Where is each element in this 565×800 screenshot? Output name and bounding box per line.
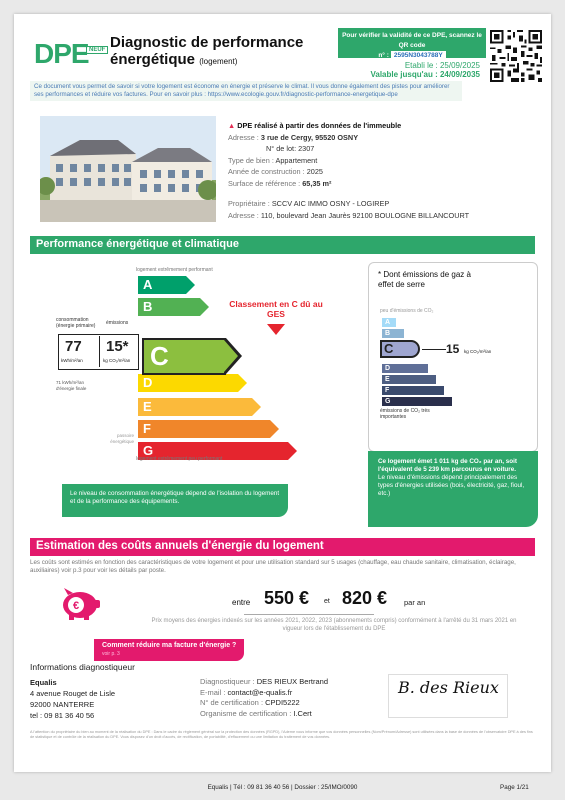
dpe-number-row bbox=[338, 51, 486, 61]
ges-class-e: E bbox=[382, 375, 436, 384]
owner-address-row bbox=[228, 210, 538, 222]
energy-explanation: Le niveau de consommation énergétique dépend de l'isolation du logement et de la performance des équipements. bbox=[62, 484, 288, 517]
cost-divider bbox=[244, 614, 374, 615]
section-costs-title: Estimation des coûts annuels d'énergie du logement bbox=[30, 538, 535, 556]
ges-value: 15 bbox=[446, 342, 460, 356]
ges-class-f: F bbox=[382, 386, 444, 395]
energy-scale-top-label: logement extrêmement performant bbox=[136, 267, 213, 273]
ges-note-bold: Ce logement émet 1 011 kg de CO₂ par an, soit l'équivalent de 5 239 km parcourus en voiture. bbox=[378, 458, 517, 473]
title-line1: Diagnostic de performance bbox=[110, 34, 304, 51]
ges-class-g: G bbox=[382, 397, 452, 406]
piggy-bank-euro-icon bbox=[56, 587, 102, 621]
warning-icon: ▲ bbox=[228, 121, 236, 130]
building-illustration-icon bbox=[40, 116, 216, 222]
dpe-number[interactable]: 2595N3043788Y bbox=[391, 51, 446, 61]
owner-label: Propriétaire : bbox=[228, 199, 270, 208]
type-value: Appartement bbox=[275, 155, 318, 165]
cost-entre: entre bbox=[232, 598, 251, 607]
svg-text:€: € bbox=[72, 600, 80, 612]
cost-et: et bbox=[324, 598, 330, 605]
ges-pointer-line bbox=[422, 349, 446, 350]
dpe-number-prefix: n° : bbox=[378, 52, 389, 59]
title-line2 bbox=[110, 51, 303, 70]
year-value: 2025 bbox=[306, 167, 323, 176]
property-info bbox=[228, 120, 538, 221]
energy-class-a: A bbox=[138, 276, 186, 294]
emis-unit: kg CO₂/m²/an bbox=[103, 358, 131, 363]
valable-date: Valable jusqu'au : 24/09/2035 bbox=[370, 70, 480, 79]
company-address2: 92000 NANTERRE bbox=[30, 700, 95, 709]
reduce-bill-page: voir p. 3 bbox=[102, 651, 120, 657]
cert-label: N° de certification : bbox=[200, 698, 264, 707]
energy-class-f: F bbox=[138, 420, 270, 438]
conso-value: 77 bbox=[65, 338, 82, 355]
company-address1: 4 avenue Rouget de Lisle bbox=[30, 689, 116, 698]
title-energetique: énergétique bbox=[110, 51, 196, 68]
ges-class-b: B bbox=[382, 329, 404, 338]
year-row bbox=[228, 166, 538, 178]
passoire-label: passoire énergétique bbox=[110, 433, 134, 444]
owner-value: SCCV AIC IMMO OSNY - LOGIREP bbox=[271, 199, 390, 208]
company-block bbox=[30, 677, 115, 721]
qr-instruction-banner bbox=[338, 28, 486, 58]
reduce-bill-label: Comment réduire ma facture d'énergie ? bbox=[102, 642, 237, 649]
energy-class-d: D bbox=[138, 374, 238, 392]
ges-current-class: C bbox=[380, 340, 420, 358]
building-photo bbox=[40, 116, 216, 222]
company-tel: tel : 09 81 36 40 56 bbox=[30, 711, 95, 720]
footer: Equalis | Tél : 09 81 36 40 56 | Dossier : 25/IMO/0090 bbox=[207, 784, 358, 791]
final-energy-note: 71 kWh/m²/an d'énergie finale bbox=[56, 380, 87, 391]
address-value: 3 rue de Cergy, 95520 OSNY bbox=[260, 132, 359, 142]
energy-class-g: G bbox=[138, 442, 288, 460]
emis-label: émissions bbox=[106, 320, 129, 326]
warning-text: DPE réalisé à partir des données de l'immeuble bbox=[237, 121, 402, 130]
owner-address-value: 110, boulevard Jean Jaurès 92100 BOULOGNE BILLANCOURT bbox=[260, 210, 470, 220]
ges-top-label: peu d'émissions de CO₂ bbox=[380, 308, 434, 314]
triangle-down-icon bbox=[267, 324, 285, 335]
price-basis-note: Prix moyens des énergies indexés sur les années 2021, 2022, 2023 (abonnements compris) conformément à l'arrêté du 31 mars 2021 en vigueur lors de l'établissement du DPE bbox=[151, 618, 517, 632]
year-label: Année de construction : bbox=[228, 167, 305, 176]
emis-value: 15* bbox=[106, 338, 129, 355]
ges-bottom-label: émissions de CO₂ très importantes bbox=[380, 408, 430, 420]
neuf-badge: NEUF bbox=[86, 46, 108, 54]
ges-class-a: A bbox=[382, 318, 396, 327]
value-separator bbox=[99, 336, 100, 367]
ges-note: Le niveau d'émissions dépend principalement des types d'énergies utilisées (bois, électricité, gaz, fioul, etc.) bbox=[378, 474, 525, 497]
energy-class-b: B bbox=[138, 298, 200, 316]
qr-code-icon[interactable] bbox=[488, 28, 544, 84]
diag-label: Diagnostiqueur : bbox=[200, 677, 255, 686]
dpe-page bbox=[14, 14, 551, 772]
owner-row bbox=[228, 198, 538, 210]
energy-current-class-marker bbox=[142, 338, 226, 375]
address-row bbox=[228, 132, 538, 144]
org-label: Organisme de certification : bbox=[200, 708, 292, 718]
conso-label: consommation (énergie primaire) bbox=[56, 317, 96, 329]
document-title bbox=[110, 34, 303, 70]
energy-current-class: C bbox=[150, 341, 169, 371]
email-link[interactable]: contact@e-qualis.fr bbox=[227, 687, 293, 697]
cert-value: CPDI5222 bbox=[265, 698, 300, 707]
cost-max: 820 € bbox=[342, 588, 388, 608]
lot-number: N° de lot: 2307 bbox=[266, 144, 315, 153]
qr-instruction: Pour vérifier la validité de ce DPE, scannez le QR code bbox=[342, 32, 482, 49]
energy-class-e: E bbox=[138, 398, 252, 416]
company-name: Equalis bbox=[30, 678, 57, 687]
ges-title: * Dont émissions de gaz à effet de serre bbox=[378, 270, 471, 289]
intro-text: Ce document vous permet de savoir si votre logement est économe en énergie et préserve le climat. Il vous donne également des pistes pour améliorer ses performances et réduire vos factures. Pour en savoir plus : https://www.ecologie.gouv.fr/diagnostic-performance-energetique-dpe bbox=[30, 81, 462, 101]
cost-min: 550 € bbox=[264, 588, 310, 608]
classement-note: Classement en C dû au GES bbox=[229, 299, 323, 319]
diag-name: DES RIEUX Bertrand bbox=[256, 677, 328, 686]
diagnostician-title: Informations diagnostiqueur bbox=[30, 662, 135, 672]
owner-address-label: Adresse : bbox=[228, 210, 259, 220]
surface-value: 65,35 m² bbox=[302, 178, 332, 188]
page-number: Page 1/21 bbox=[500, 784, 529, 791]
energy-scale-bottom-label: logement extrêmement peu performant bbox=[136, 456, 223, 462]
etabli-date: Etabli le : 25/09/2025 bbox=[404, 61, 480, 70]
legal-notice: A l'attention du propriétaire du bien au moment de la réalisation du DPE : Dans le cadre du règlement général sur la protection des données (RGPD), l'Ademe vous informe que vos données personnelles (Nom/Prénom/Adresse) sont utilisées dans la base de données de l'observatoire DPE à des fins de statistique et de contrôle de la réalisation du DPE. Vous disposez d'un droit d'accès, de rectification, de portabilité, d'effacement ou une limitation du traitement de vos données. bbox=[30, 730, 533, 739]
validity-dates bbox=[338, 61, 486, 79]
type-row bbox=[228, 155, 538, 167]
email-label: E-mail : bbox=[200, 687, 226, 697]
surface-label: Surface de référence : bbox=[228, 178, 301, 188]
type-label: Type de bien : bbox=[228, 155, 274, 165]
diagnostician-info bbox=[200, 677, 328, 719]
title-sub: (logement) bbox=[199, 57, 238, 66]
reduce-bill-link[interactable] bbox=[94, 639, 244, 661]
conso-unit: kWh/m²/an bbox=[61, 358, 83, 363]
costs-explanation: Les coûts sont estimés en fonction des caractéristiques de votre logement et pour une utilisation standard sur 5 usages (chauffage, eau chaude sanitaire, climatisation, éclairage, auxiliaires) voir p.3 pour voir les détails par poste. bbox=[30, 559, 516, 574]
ges-explanation bbox=[368, 451, 538, 527]
org-value: I.Cert bbox=[293, 708, 312, 718]
ges-unit: kg CO₂/m²/an bbox=[464, 349, 492, 354]
surface-row bbox=[228, 178, 538, 190]
cost-par-an: par an bbox=[404, 598, 426, 607]
dpe-logo: DPE bbox=[34, 38, 89, 69]
property-warning bbox=[228, 120, 538, 132]
ges-class-d: D bbox=[382, 364, 428, 373]
section-performance-title: Performance énergétique et climatique bbox=[30, 236, 535, 254]
address-label: Adresse : bbox=[228, 132, 259, 142]
signature: B. des Rieux bbox=[398, 678, 499, 697]
